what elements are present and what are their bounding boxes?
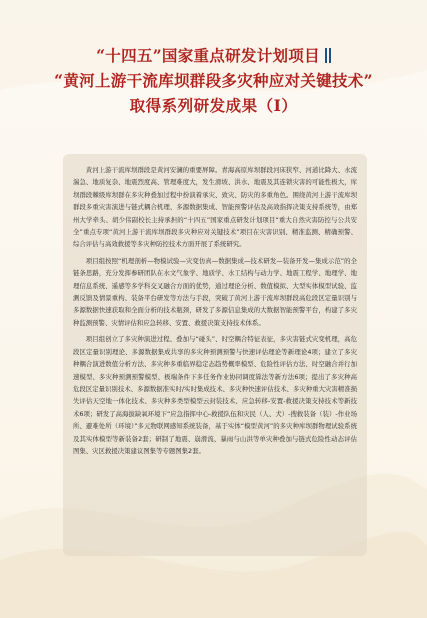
title-line-1-row — [0, 44, 427, 66]
paragraph-intro: 黄河上游干流库坝群段是黄河安澜的重要屏障。青海高原库坝群段河床狭窄、河道比降大、水流湍急、地质复杂、地震烈度高、管理难度大，发生滑坡、洪水、地震及其连锁灾害的可能性极大，库坝群段棘级库坝群在多灾种叠加过程中扮演着承灾、致灾、防灾的多重角色。围绕黄河上游干流库坝群段多重灾害演进与链式耦合机理、多源数据集成、智能预警评估及高效指挥决策支持系统等，由郑州大学牵头、胡少伟副校长主持承担的“十四五”国家重点研发计划项目“重大自然灾害防控与公共安全”重点专项“黄河上游干流库坝群段多灾种应对关键技术”项目在灾害识别、精准监测、精确预警、综合评估与高效救援等多灾种防控技术方面开展了系统研究。 — [73, 166, 357, 249]
content-card — [63, 154, 367, 556]
title-line-1: “十四五”国家重点研发计划项目 — [96, 46, 320, 65]
title-line-2: “黄河上游干流库坝群段多灾种应对关键技术” — [54, 71, 373, 90]
title-block — [0, 44, 427, 116]
title-line-3: 取得系列研发成果（Ⅰ） — [129, 96, 298, 115]
paragraph-approach: 项目组按照“机理剖析—物模试验—灾变仿真—数据集成—技术研发—装备开发—集成示范”的全链条思路，充分发挥参研团队在水文气象学、地质学、水工结构与动力学、地震工程学、地理学、地理信息系统、遥感等多学科交叉融合方面的优势，通过理论分析、数值模拟、大型实体模型试验、监测反馈及情景重构、装备平台研发等方法与手段，突破了黄河上游干流库坝群段高危段区定量识别与多源数据快速获取和全面分析的技术瓶颈，研发了多源信息集成的大数据智能预警平台，构建了多灾种监测预警、灾情评估和应急转移、安置、救援决策支持技术体系。 — [73, 256, 357, 327]
paragraph-results: 项目组创立了多灾种演进过程、叠加与“碰头”、时空耦合特征表征，多灾害链式灾变机理，高危段区定量识别理论、多源数据集成共享的多灾种预测预警与快速评估理论等新理论4项；建立了多灾种耦合演进数值分析方法、多灾种多重临界稳定态趋势概率模型、危险性评估方法、时空融合并行加速模型、多灾种预测预警模型、极端条件下多任务作业协同调度算法等新方法6项；提出了多灾种高危段区定量识别技术、多源数据准实时/实时集成技术、多灾种快速评估技术、多灾种重大灾害精准损失评估天空地一体化技术、多灾种多类型模型云封装技术、应急转移-安置-救援决策支持技术等新技术6项；研发了高海拔缺氧环境下“应急指挥中心-救援队伍和灾民（人、犬）-搜救装备（装）-作业场所、避难处所（环境）”多元物联网感知系统装备，基于实体“模型黄河”的多灾种库坝群物理试验系统及其实体模型等新装备2套；研制了地震、崩滑流、暴雨与山洪等单灾种叠加与链式危险性动态评估图集、灾区救援决策建议图集等专题图集2套。 — [73, 335, 357, 455]
double-bar-icon — [325, 48, 331, 63]
